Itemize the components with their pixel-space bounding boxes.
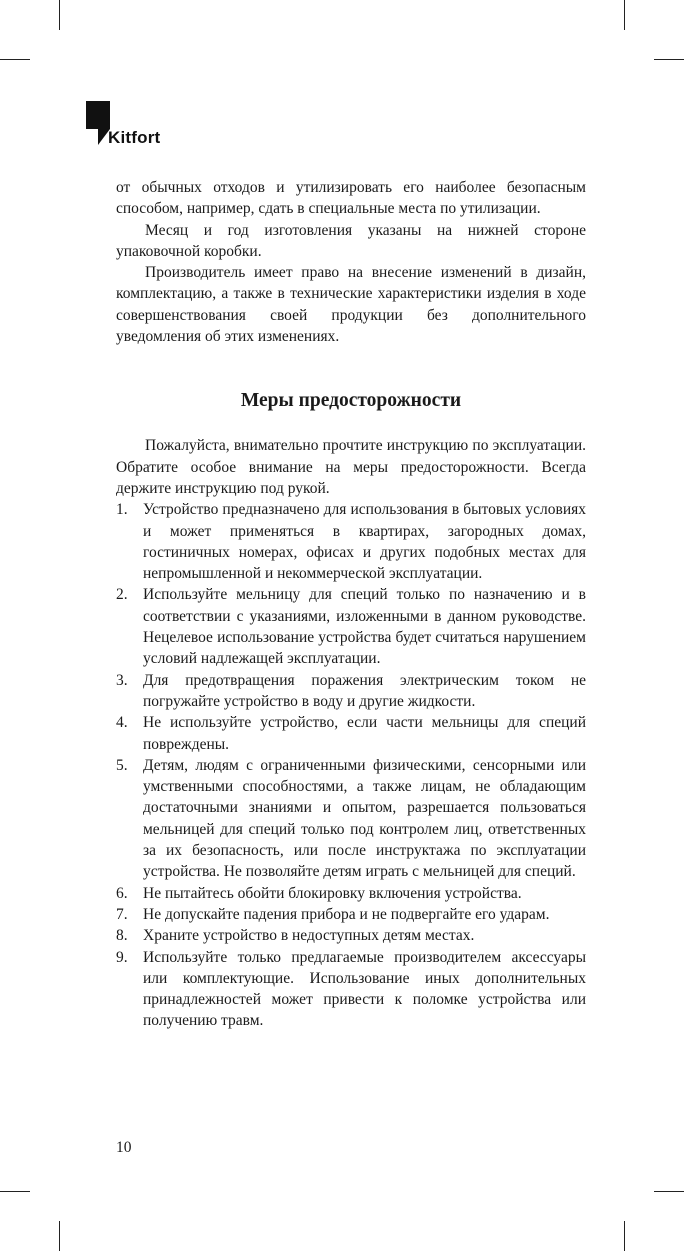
list-item [116, 947, 586, 1032]
precautions-list [116, 499, 586, 1031]
list-item-text: Храните устройство в недоступных детям местах. [143, 927, 475, 945]
list-item-number: 9. [116, 948, 128, 966]
crop-mark-top-left-vertical [59, 0, 60, 30]
list-item-number: 3. [116, 671, 128, 689]
intro-paragraph: Производитель имеет право на внесение изменений в дизайн, комплектацию, а также в технические характеристики изделия в ходе совершенствования своей продукции без дополнительного уведомления об этих изменениях. [116, 264, 586, 346]
brand-name: Kitfort [108, 128, 161, 147]
list-item [116, 670, 586, 713]
list-item-text: Используйте только предлагаемые производителем аксессуары или комплектующие. Использование иных дополнительных принадлежностей может привести к поломке устройства или получению травм. [143, 948, 586, 1030]
crop-mark-bottom-right-horizontal [654, 1191, 684, 1192]
list-item [116, 755, 586, 883]
list-item-text: Для предотвращения поражения электрическим током не погружайте устройство в воду и другие жидкости. [143, 671, 586, 710]
crop-mark-bottom-left-vertical [59, 1221, 60, 1251]
kitfort-logo-icon [86, 101, 110, 145]
list-item [116, 712, 586, 755]
list-item-text: Устройство предназначено для использования в бытовых условиях и может применяться в квартирах, загородных домах, гостиничных номерах, офисах и других подобных местах для непромышленной и некоммерческой эксплуатации. [143, 501, 586, 583]
list-item-number: 6. [116, 884, 128, 902]
list-item-text: Не пытайтесь обойти блокировку включения устройства. [143, 884, 522, 902]
section-title: Меры предосторожности [240, 390, 462, 412]
list-item-text: Не допускайте падения прибора и не подвергайте его ударам. [143, 905, 550, 923]
intro-paragraph: от обычных отходов и утилизировать его наиболее безопасным способом, например, сдать в специальные места по утилизации. [116, 179, 586, 218]
crop-mark-bottom-left-horizontal [0, 1191, 30, 1192]
intro-paragraph: Месяц и год изготовления указаны на нижней стороне упаковочной коробки. [116, 221, 586, 260]
list-item-text: Используйте мельницу для специй только по назначению и в соответствии с указаниями, изложенными в данном руководстве. Нецелевое использование устройства будет считаться нарушением условий надлежащей эксплуатации. [143, 586, 586, 668]
list-item [116, 883, 586, 904]
list-item [116, 904, 586, 925]
list-item-number: 2. [116, 586, 128, 604]
brand-logo [86, 101, 186, 149]
list-item-number: 5. [116, 756, 128, 774]
crop-mark-top-right-horizontal [654, 59, 684, 60]
list-item-text: Не используйте устройство, если части мельницы для специй повреждены. [143, 714, 586, 753]
crop-mark-top-left-horizontal [0, 59, 30, 60]
crop-mark-bottom-right-vertical [624, 1221, 625, 1251]
page-content [116, 177, 586, 1032]
list-item [116, 499, 586, 584]
crop-mark-top-right-vertical [624, 0, 625, 30]
list-item [116, 925, 586, 946]
page-number: 10 [116, 1139, 132, 1156]
list-item-number: 7. [116, 905, 128, 923]
list-item-number: 1. [116, 501, 128, 519]
list-item-number: 8. [116, 927, 128, 945]
list-item [116, 584, 586, 669]
section-lead: Пожалуйста, внимательно прочтите инструкцию по эксплуатации. Обратите особое внимание на меры предосторожности. Всегда держите инструкцию под рукой. [116, 437, 586, 497]
list-item-number: 4. [116, 714, 128, 732]
list-item-text: Детям, людям с ограниченными физическими, сенсорными или умственными способностями, а также лицам, не обладающим достаточными знаниями и опытом, разрешается пользоваться мельницей для специй только под контролем лиц, ответственных за их безопасность, или после инструктажа по эксплуатации устройства. Не позволяйте детям играть с мельницей для специй. [143, 756, 586, 881]
